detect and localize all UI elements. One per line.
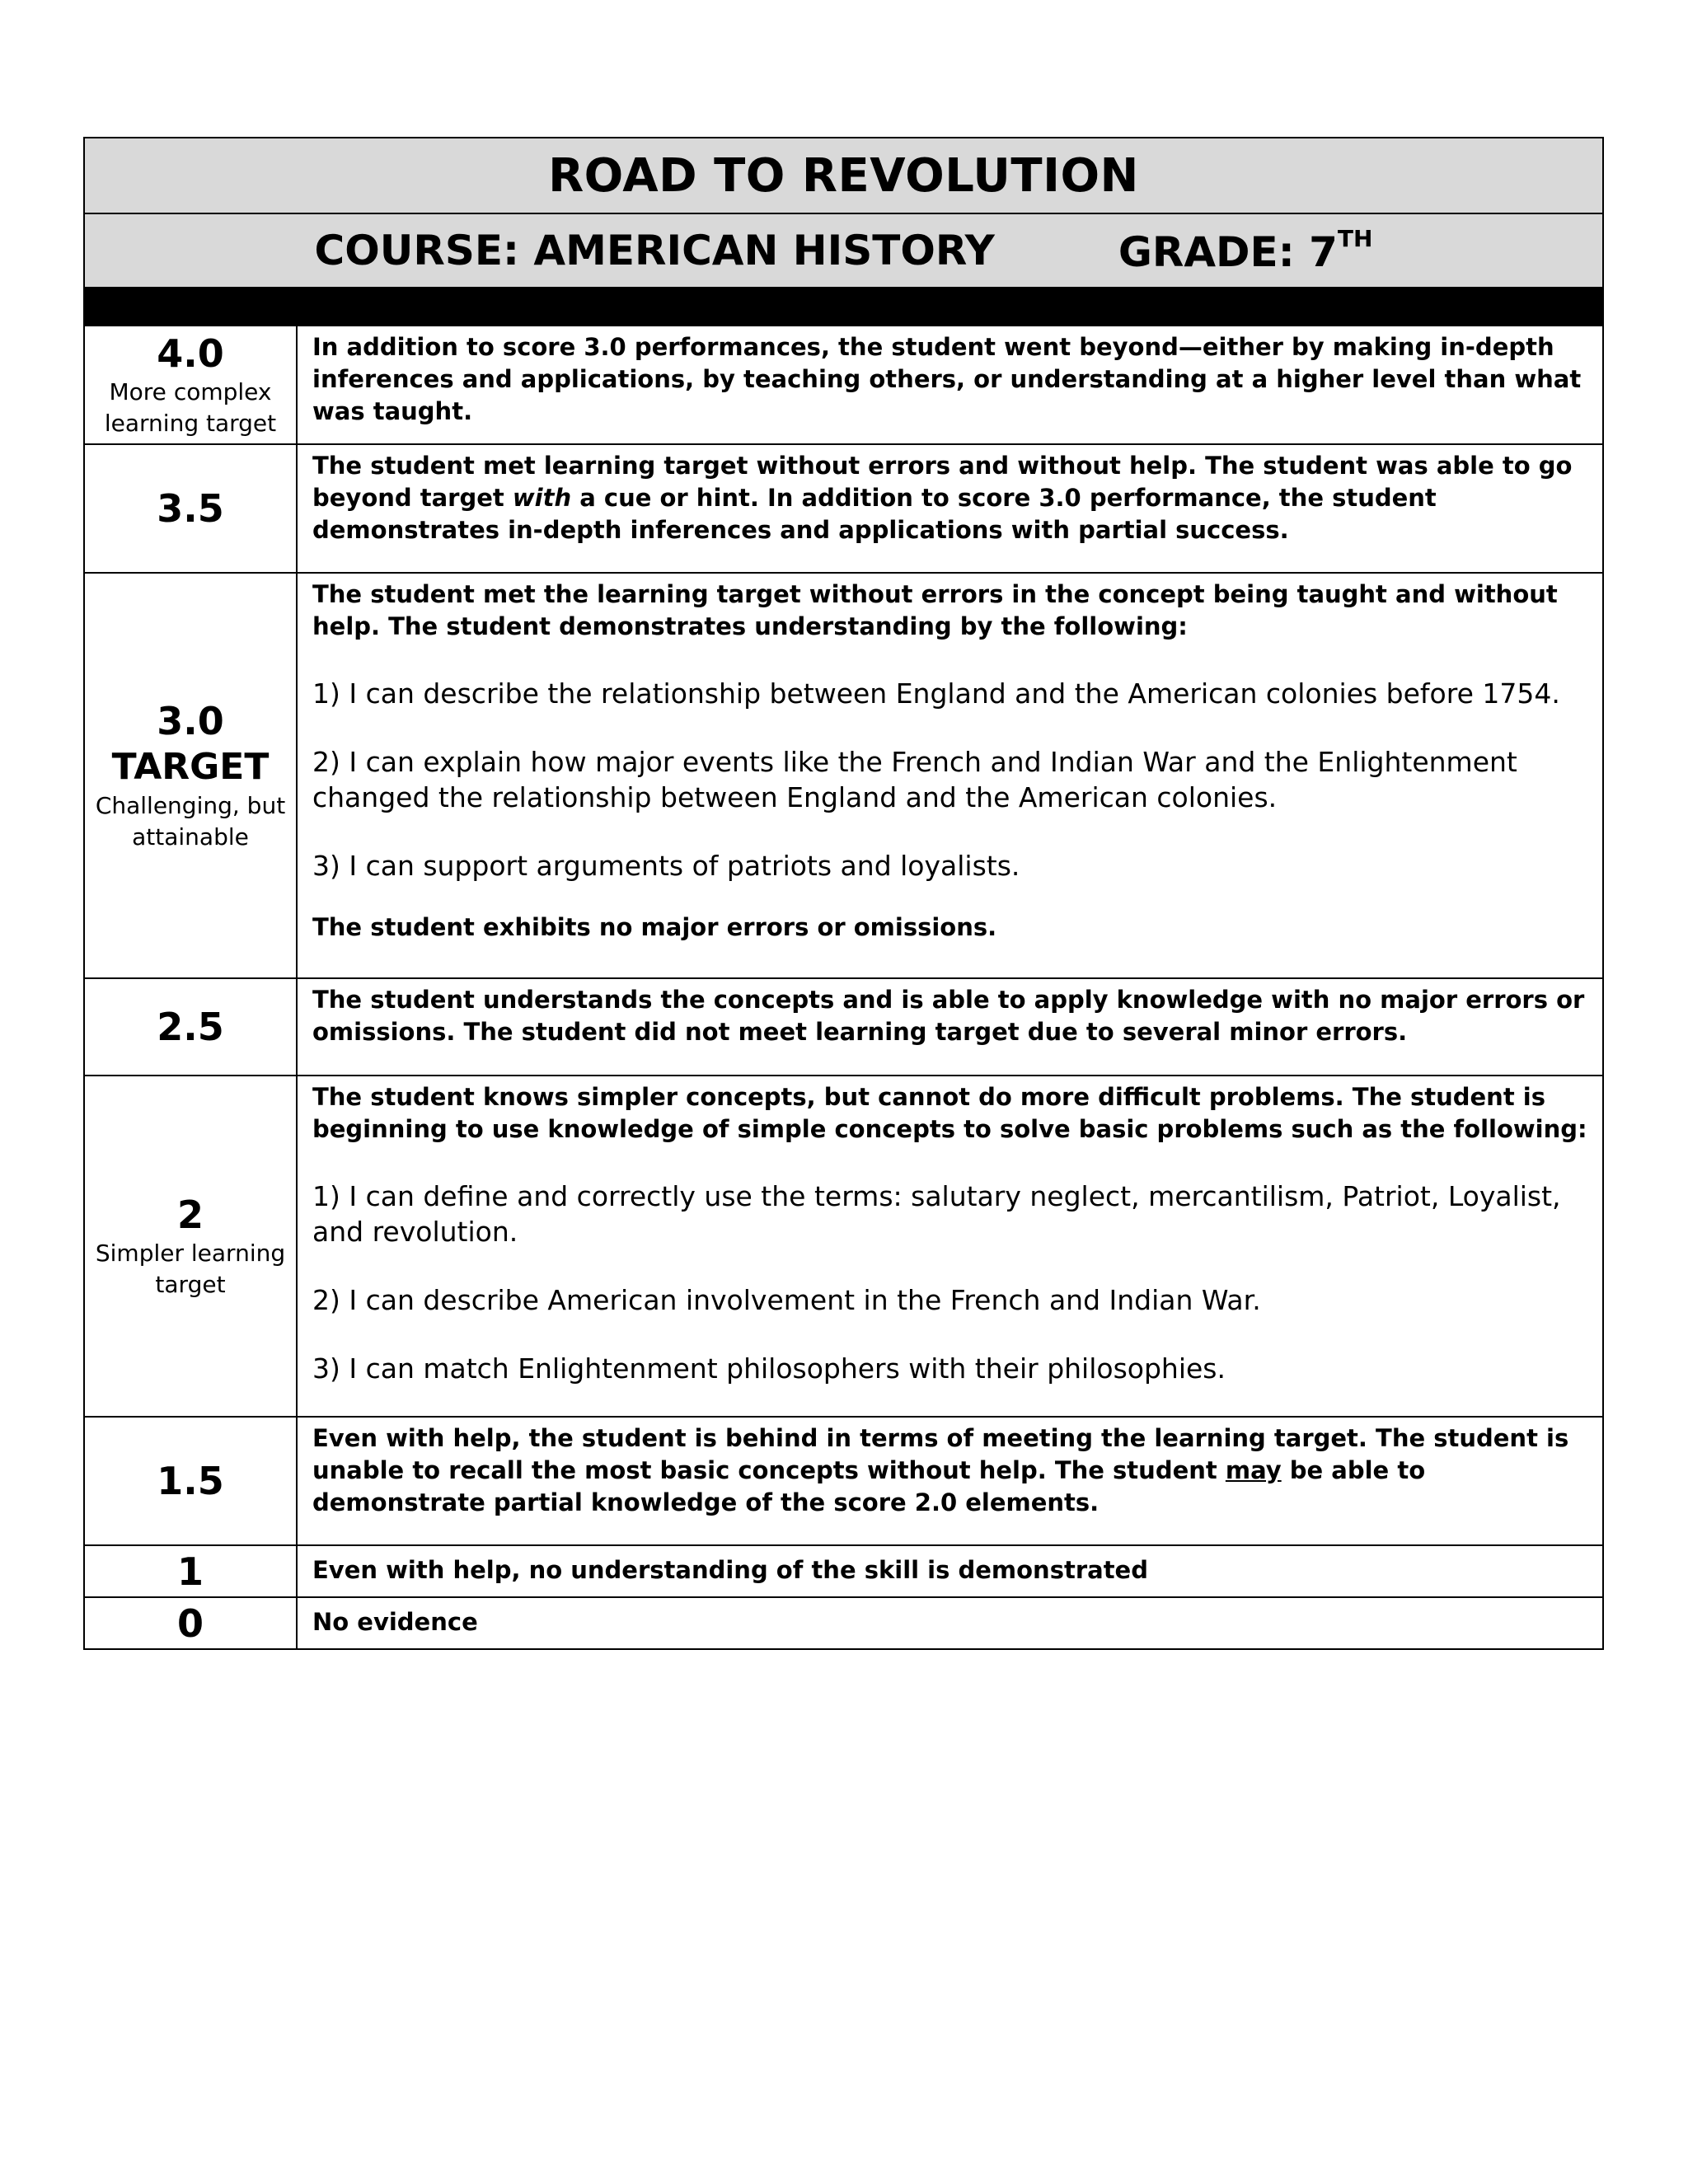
rubric-table <box>83 325 1604 1650</box>
rubric-page <box>83 137 1604 1650</box>
score-value: 1.5 <box>157 1459 224 1503</box>
description-footer: The student exhibits no major errors or omissions. <box>312 913 997 941</box>
score-value: 4.0 <box>157 331 224 376</box>
description-cell <box>297 573 1603 978</box>
score-cell <box>84 326 297 444</box>
score-cell <box>84 573 297 978</box>
score-value: 1 <box>176 1549 204 1594</box>
learning-target-item: 3) I can match Enlightenment philosophers with their philosophies. <box>312 1352 1226 1385</box>
score-value: 3.5 <box>157 486 224 531</box>
score-cell <box>84 1597 297 1649</box>
score-value: 3.0 <box>157 699 224 743</box>
learning-target-item: 1) I can define and correctly use the terms: salutary neglect, mercantilism, Patriot, Loyalist, and revolution. <box>312 1180 1561 1248</box>
course-label: COURSE: AMERICAN HISTORY <box>314 227 995 274</box>
course-grade-row <box>85 214 1602 287</box>
description-cell <box>297 1545 1603 1597</box>
description-part: be able to demonstrate partial knowledge of the score 2.0 elements. <box>312 1456 1426 1516</box>
score-cell <box>84 1076 297 1417</box>
description-cell <box>297 326 1603 444</box>
description-intro: The student knows simpler concepts, but cannot do more difficult problems. The student is beginning to use knowledge of simple concepts to solve basic problems such as the following: <box>312 1083 1587 1143</box>
description-cell <box>297 444 1603 573</box>
learning-target-item: 1) I can describe the relationship between England and the American colonies before 1754. <box>312 677 1560 710</box>
description-part: a cue or hint. In addition to score 3.0 performance, the student demonstrates in-depth inferences and applications with partial success. <box>312 484 1437 544</box>
description-part: The student met learning target without errors and without help. The student was able to go beyond target <box>312 452 1573 512</box>
score-value: 2.5 <box>157 1005 224 1049</box>
learning-target-item: 2) I can explain how major events like the French and Indian War and the Enlightenment changed the relationship between England and the American colonies. <box>312 746 1517 813</box>
grade-label <box>1118 225 1373 276</box>
description-cell <box>297 1076 1603 1417</box>
description-emphasis: with <box>512 484 572 512</box>
description-text: The student understands the concepts and is able to apply knowledge with no major errors or omissions. The student did not meet learning target due to several minor errors. <box>312 986 1585 1046</box>
description-part: Even with help, the student is behind in terms of meeting the learning target. The student is unable to recall the most basic concepts without help. The student <box>312 1424 1569 1484</box>
learning-target-item: 2) I can describe American involvement in the French and Indian War. <box>312 1284 1261 1316</box>
score-cell <box>84 978 297 1076</box>
table-row <box>84 1417 1603 1545</box>
learning-target-item: 3) I can support arguments of patriots and loyalists. <box>312 850 1020 882</box>
table-row <box>84 573 1603 978</box>
grade-suffix: TH <box>1337 225 1373 252</box>
table-row <box>84 444 1603 573</box>
description-cell <box>297 1417 1603 1545</box>
score-note: Challenging, but attainable <box>95 792 286 851</box>
score-value: 2 <box>176 1193 204 1237</box>
score-value: 0 <box>176 1601 204 1646</box>
description-text <box>312 1422 1589 1519</box>
score-cell <box>84 1545 297 1597</box>
description-text <box>312 450 1589 546</box>
description-cell <box>297 1597 1603 1649</box>
grade-value: GRADE: 7 <box>1118 228 1338 276</box>
description-intro: The student met the learning target without errors in the concept being taught and without help. The student demonstrates understanding by the following: <box>312 580 1558 640</box>
table-row <box>84 978 1603 1076</box>
description-cell <box>297 978 1603 1076</box>
score-cell <box>84 1417 297 1545</box>
description-text: In addition to score 3.0 performances, the student went beyond—either by making in-depth inferences and applications, by teaching others, or understanding at a higher level than what was taught. <box>312 333 1582 425</box>
rubric-header <box>83 137 1604 287</box>
score-cell <box>84 444 297 573</box>
description-text: Even with help, no understanding of the skill is demonstrated <box>312 1556 1148 1584</box>
table-row <box>84 326 1603 444</box>
score-note: More complex learning target <box>104 378 277 437</box>
target-label: TARGET <box>111 746 270 788</box>
description-underline: may <box>1225 1456 1282 1484</box>
table-row <box>84 1545 1603 1597</box>
page-title: ROAD TO REVOLUTION <box>85 138 1602 214</box>
table-row <box>84 1597 1603 1649</box>
description-text: No evidence <box>312 1608 478 1636</box>
table-row <box>84 1076 1603 1417</box>
score-note: Simpler learning target <box>95 1240 286 1298</box>
header-divider-bar <box>83 287 1604 325</box>
